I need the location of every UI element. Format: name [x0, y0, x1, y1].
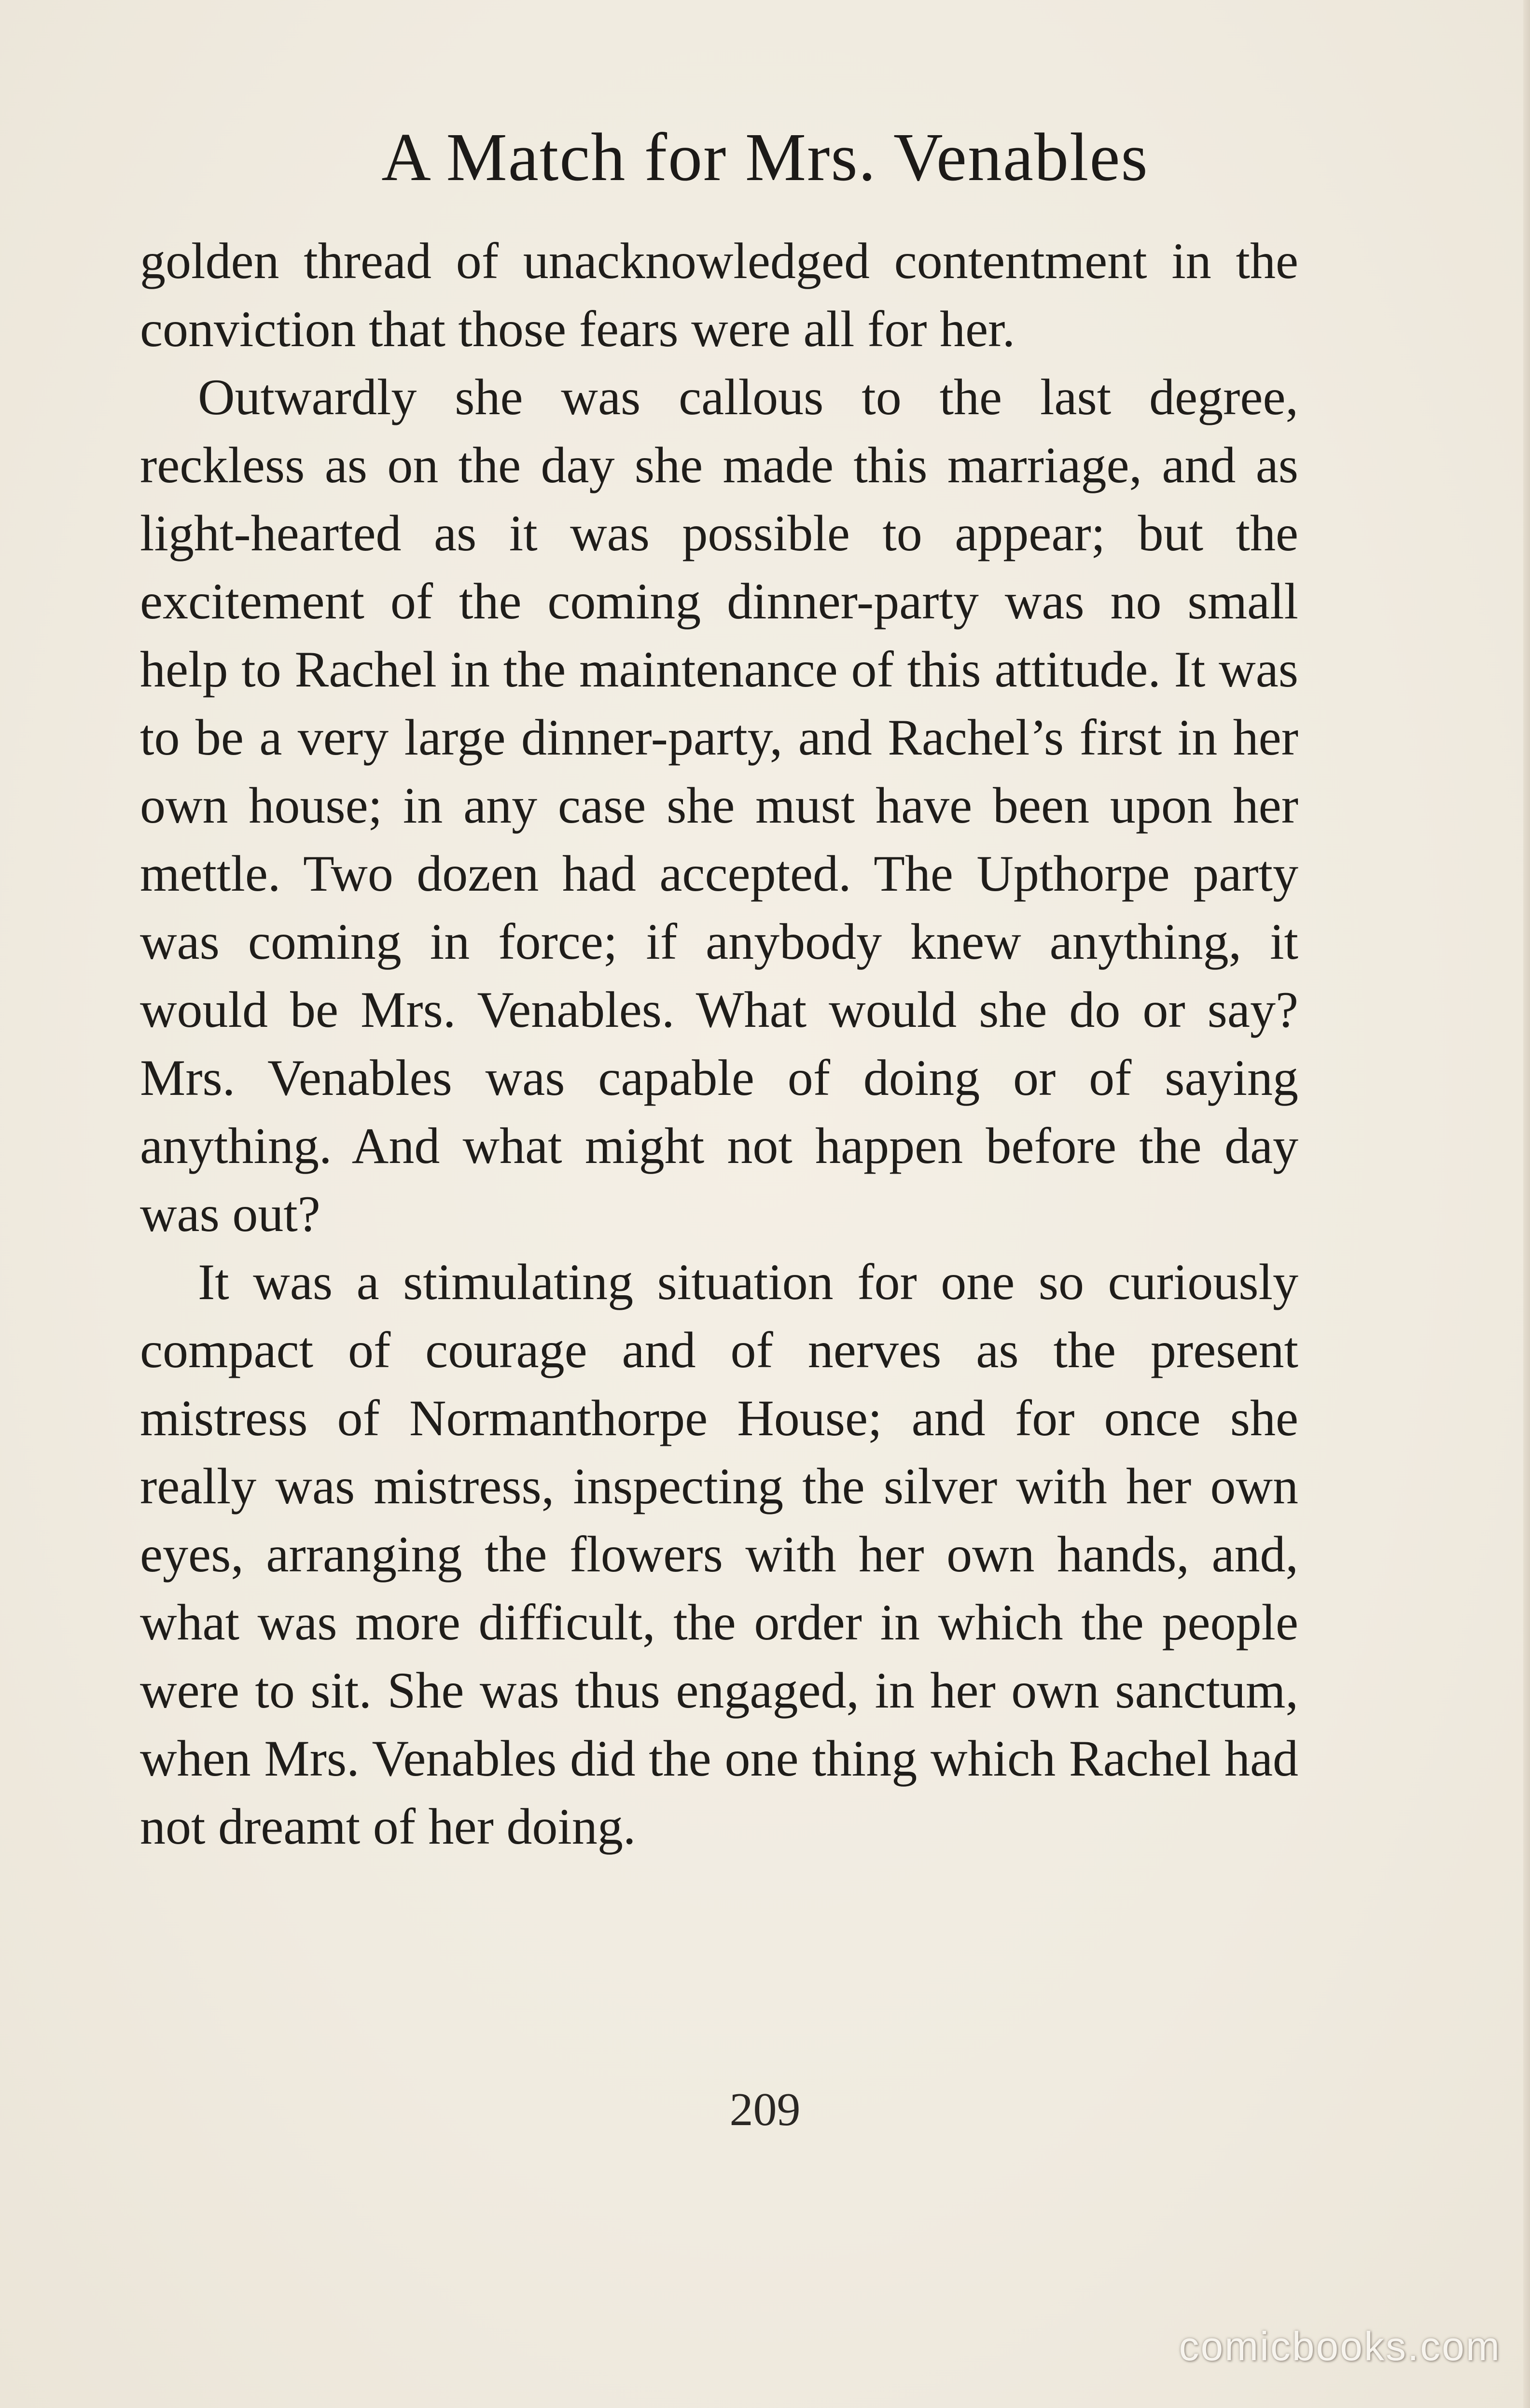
page-edge [1523, 0, 1530, 2408]
page-number: 209 [729, 2084, 801, 2136]
paragraph: Outwardly she was callous to the last degree, reckless as on the day she made this marriage, and as light-hearted as it was possible to appear; but the excitement of the coming dinner-party was no small help to Rachel in the maintenance of this attitude. It was to be a very large dinner-party, and Rachel’s first in her own house; in any case she must have been upon her mettle. Two dozen had accepted. The Upthorpe party was coming in force; if anybody knew anything, it would be Mrs. Venables. What would she do or say? Mrs. Venables was capable of doing or of saying anything. And what might not happen before the day was out? [140, 369, 1298, 1242]
paragraph-continued: golden thread of unacknowledged contentment in the conviction that those fears were all for her. [140, 233, 1298, 357]
watermark: comicbooks.com [1179, 2324, 1501, 2369]
running-head: A Match for Mrs. Venables [381, 119, 1149, 195]
body-text [140, 227, 1298, 1861]
paragraph: It was a stimulating situation for one so curiously compact of courage and of nerves as the present mistress of Normanthorpe House; and for once she really was mistress, inspecting the silver with her own eyes, arranging the flowers with her own hands, and, what was more difficult, the order in which the people were to sit. She was thus engaged, in her own sanctum, when Mrs. Venables did the one thing which Rachel had not dreamt of her doing. [140, 1254, 1298, 1855]
